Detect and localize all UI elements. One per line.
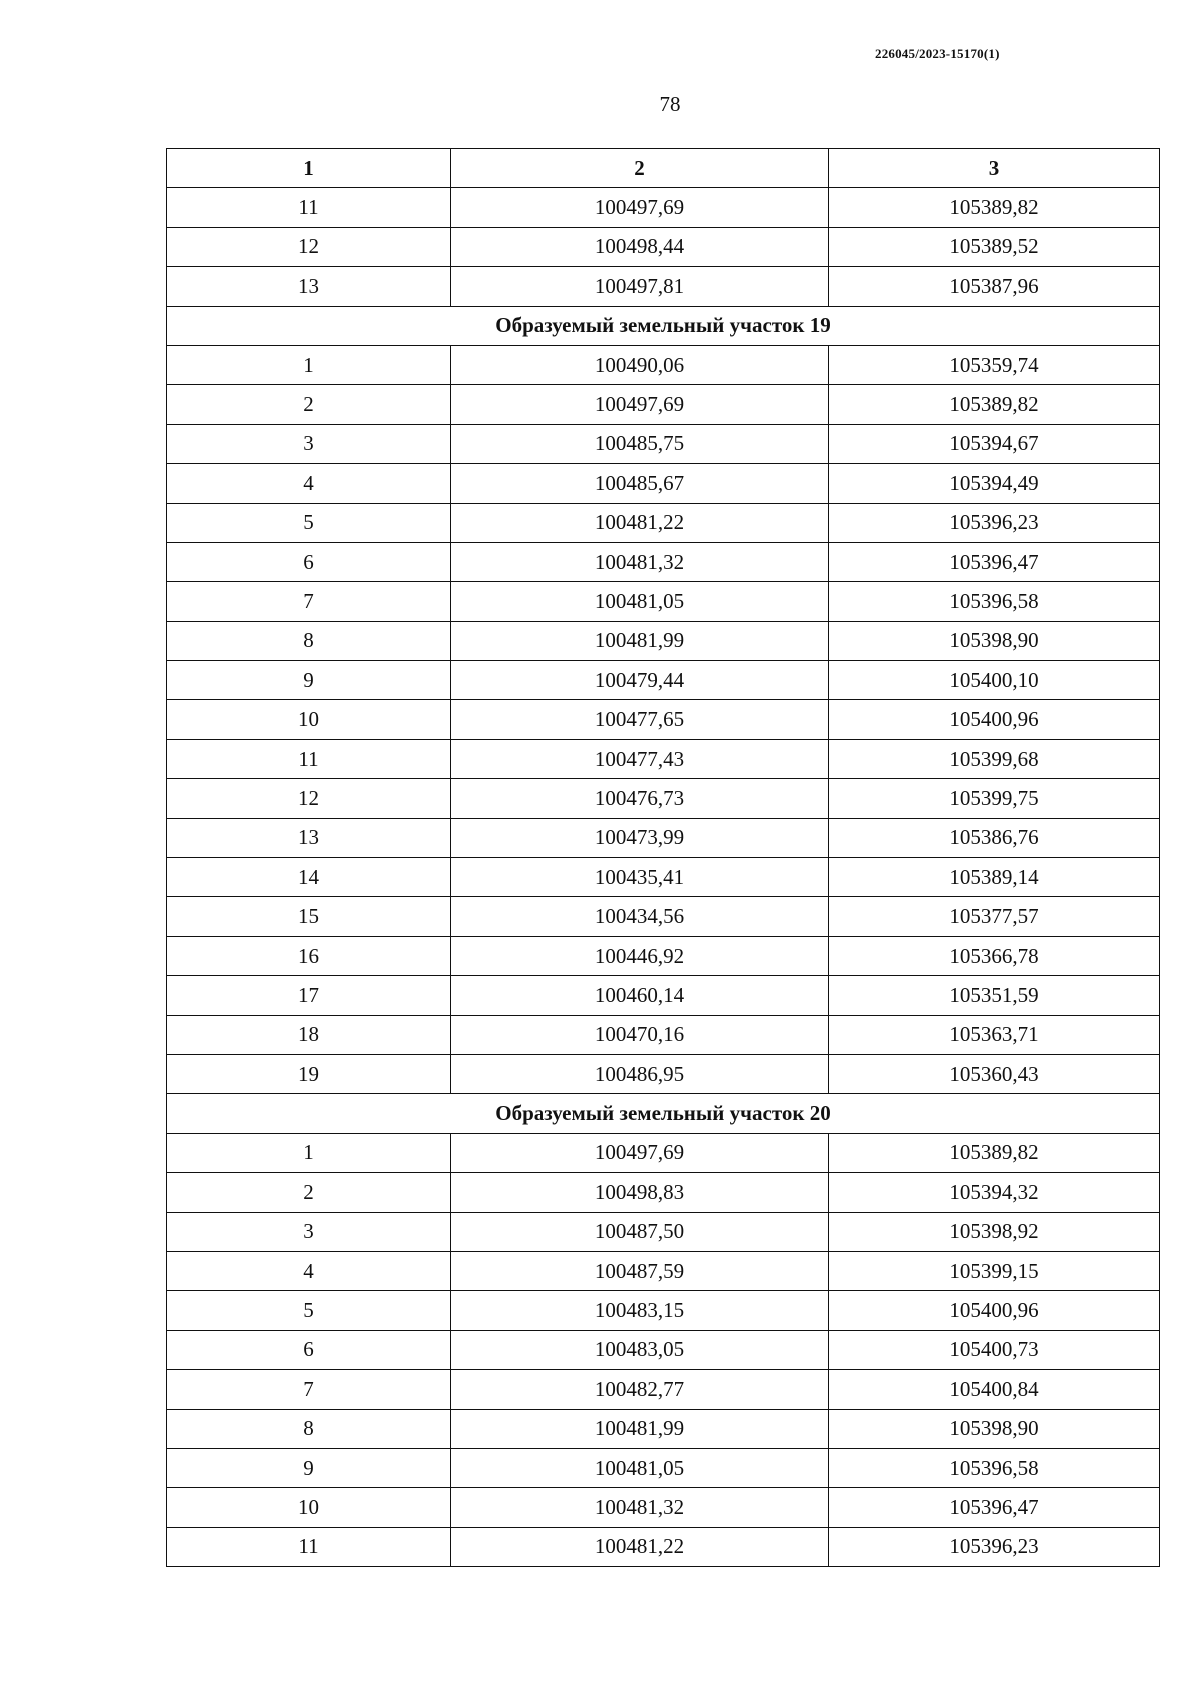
- table-row: [167, 188, 1160, 227]
- table-row: [167, 503, 1160, 542]
- table-row: [167, 1251, 1160, 1290]
- y-coordinate-cell: 105386,76: [829, 818, 1160, 857]
- point-number-cell: 15: [167, 897, 451, 936]
- x-coordinate-cell: 100487,50: [451, 1212, 829, 1251]
- y-coordinate-cell: 105399,75: [829, 779, 1160, 818]
- point-number-cell: 13: [167, 267, 451, 306]
- x-coordinate-cell: 100434,56: [451, 897, 829, 936]
- y-coordinate-cell: 105394,49: [829, 464, 1160, 503]
- point-number-cell: 7: [167, 582, 451, 621]
- table-body: [167, 188, 1160, 1567]
- table-row: [167, 267, 1160, 306]
- y-coordinate-cell: 105396,47: [829, 1488, 1160, 1527]
- point-number-cell: 1: [167, 345, 451, 384]
- x-coordinate-cell: 100487,59: [451, 1251, 829, 1290]
- x-coordinate-cell: 100481,32: [451, 1488, 829, 1527]
- point-number-cell: 1: [167, 1133, 451, 1172]
- y-coordinate-cell: 105396,47: [829, 542, 1160, 581]
- table-row: [167, 1488, 1160, 1527]
- table-row: [167, 661, 1160, 700]
- x-coordinate-cell: 100498,83: [451, 1173, 829, 1212]
- y-coordinate-cell: 105399,68: [829, 739, 1160, 778]
- point-number-cell: 8: [167, 621, 451, 660]
- x-coordinate-cell: 100477,65: [451, 700, 829, 739]
- x-coordinate-cell: 100470,16: [451, 1015, 829, 1054]
- y-coordinate-cell: 105363,71: [829, 1015, 1160, 1054]
- y-coordinate-cell: 105400,96: [829, 1291, 1160, 1330]
- x-coordinate-cell: 100435,41: [451, 858, 829, 897]
- x-coordinate-cell: 100481,99: [451, 1409, 829, 1448]
- point-number-cell: 4: [167, 1251, 451, 1290]
- point-number-cell: 4: [167, 464, 451, 503]
- table-row: [167, 818, 1160, 857]
- point-number-cell: 3: [167, 1212, 451, 1251]
- point-number-cell: 14: [167, 858, 451, 897]
- table-row: [167, 858, 1160, 897]
- x-coordinate-cell: 100497,69: [451, 385, 829, 424]
- table-row: [167, 897, 1160, 936]
- y-coordinate-cell: 105389,52: [829, 227, 1160, 266]
- point-number-cell: 6: [167, 542, 451, 581]
- table-row: [167, 464, 1160, 503]
- section-title: Образуемый земельный участок 20: [167, 1094, 1160, 1133]
- table-row: [167, 700, 1160, 739]
- table-row: [167, 936, 1160, 975]
- y-coordinate-cell: 105394,67: [829, 424, 1160, 463]
- point-number-cell: 19: [167, 1054, 451, 1093]
- table-row: [167, 739, 1160, 778]
- table-row: [167, 1173, 1160, 1212]
- x-coordinate-cell: 100477,43: [451, 739, 829, 778]
- column-header: 2: [451, 149, 829, 188]
- point-number-cell: 18: [167, 1015, 451, 1054]
- y-coordinate-cell: 105351,59: [829, 976, 1160, 1015]
- point-number-cell: 2: [167, 385, 451, 424]
- table-row: [167, 385, 1160, 424]
- x-coordinate-cell: 100481,32: [451, 542, 829, 581]
- x-coordinate-cell: 100485,67: [451, 464, 829, 503]
- table-row: [167, 1330, 1160, 1369]
- table-row: [167, 542, 1160, 581]
- point-number-cell: 10: [167, 700, 451, 739]
- table-row: [167, 582, 1160, 621]
- x-coordinate-cell: 100476,73: [451, 779, 829, 818]
- y-coordinate-cell: 105389,82: [829, 385, 1160, 424]
- section-title-row: [167, 1094, 1160, 1133]
- y-coordinate-cell: 105360,43: [829, 1054, 1160, 1093]
- x-coordinate-cell: 100483,05: [451, 1330, 829, 1369]
- table-row: [167, 1448, 1160, 1487]
- y-coordinate-cell: 105396,58: [829, 1448, 1160, 1487]
- point-number-cell: 9: [167, 1448, 451, 1487]
- coordinates-table: [166, 148, 1160, 1567]
- y-coordinate-cell: 105387,96: [829, 267, 1160, 306]
- point-number-cell: 2: [167, 1173, 451, 1212]
- table-row: [167, 1409, 1160, 1448]
- y-coordinate-cell: 105396,23: [829, 1527, 1160, 1566]
- x-coordinate-cell: 100483,15: [451, 1291, 829, 1330]
- x-coordinate-cell: 100497,81: [451, 267, 829, 306]
- table-row: [167, 1527, 1160, 1566]
- section-title: Образуемый земельный участок 19: [167, 306, 1160, 345]
- y-coordinate-cell: 105377,57: [829, 897, 1160, 936]
- x-coordinate-cell: 100498,44: [451, 227, 829, 266]
- table-row: [167, 1054, 1160, 1093]
- y-coordinate-cell: 105396,23: [829, 503, 1160, 542]
- point-number-cell: 13: [167, 818, 451, 857]
- x-coordinate-cell: 100482,77: [451, 1370, 829, 1409]
- x-coordinate-cell: 100481,22: [451, 1527, 829, 1566]
- point-number-cell: 12: [167, 779, 451, 818]
- y-coordinate-cell: 105396,58: [829, 582, 1160, 621]
- table-row: [167, 1015, 1160, 1054]
- point-number-cell: 9: [167, 661, 451, 700]
- x-coordinate-cell: 100481,22: [451, 503, 829, 542]
- table-row: [167, 1291, 1160, 1330]
- y-coordinate-cell: 105400,10: [829, 661, 1160, 700]
- page-number: 78: [659, 92, 681, 116]
- table-row: [167, 1212, 1160, 1251]
- point-number-cell: 5: [167, 503, 451, 542]
- point-number-cell: 17: [167, 976, 451, 1015]
- table-row: [167, 621, 1160, 660]
- point-number-cell: 3: [167, 424, 451, 463]
- y-coordinate-cell: 105399,15: [829, 1251, 1160, 1290]
- y-coordinate-cell: 105389,14: [829, 858, 1160, 897]
- x-coordinate-cell: 100481,99: [451, 621, 829, 660]
- point-number-cell: 5: [167, 1291, 451, 1330]
- table-row: [167, 1133, 1160, 1172]
- y-coordinate-cell: 105400,96: [829, 700, 1160, 739]
- point-number-cell: 6: [167, 1330, 451, 1369]
- table-row: [167, 779, 1160, 818]
- x-coordinate-cell: 100497,69: [451, 1133, 829, 1172]
- x-coordinate-cell: 100497,69: [451, 188, 829, 227]
- y-coordinate-cell: 105400,73: [829, 1330, 1160, 1369]
- y-coordinate-cell: 105400,84: [829, 1370, 1160, 1409]
- table-row: [167, 1370, 1160, 1409]
- column-header: 1: [167, 149, 451, 188]
- y-coordinate-cell: 105394,32: [829, 1173, 1160, 1212]
- y-coordinate-cell: 105359,74: [829, 345, 1160, 384]
- y-coordinate-cell: 105389,82: [829, 1133, 1160, 1172]
- y-coordinate-cell: 105398,90: [829, 621, 1160, 660]
- x-coordinate-cell: 100479,44: [451, 661, 829, 700]
- x-coordinate-cell: 100481,05: [451, 1448, 829, 1487]
- table-row: [167, 227, 1160, 266]
- x-coordinate-cell: 100490,06: [451, 345, 829, 384]
- point-number-cell: 10: [167, 1488, 451, 1527]
- x-coordinate-cell: 100460,14: [451, 976, 829, 1015]
- x-coordinate-cell: 100481,05: [451, 582, 829, 621]
- point-number-cell: 7: [167, 1370, 451, 1409]
- table-header-row: [167, 149, 1160, 188]
- section-title-row: [167, 306, 1160, 345]
- point-number-cell: 16: [167, 936, 451, 975]
- y-coordinate-cell: 105398,92: [829, 1212, 1160, 1251]
- table-row: [167, 424, 1160, 463]
- y-coordinate-cell: 105398,90: [829, 1409, 1160, 1448]
- table-row: [167, 345, 1160, 384]
- column-header: 3: [829, 149, 1160, 188]
- x-coordinate-cell: 100485,75: [451, 424, 829, 463]
- point-number-cell: 12: [167, 227, 451, 266]
- x-coordinate-cell: 100446,92: [451, 936, 829, 975]
- point-number-cell: 11: [167, 1527, 451, 1566]
- x-coordinate-cell: 100473,99: [451, 818, 829, 857]
- document-number: 226045/2023-15170(1): [875, 46, 1000, 61]
- x-coordinate-cell: 100486,95: [451, 1054, 829, 1093]
- point-number-cell: 11: [167, 188, 451, 227]
- table-row: [167, 976, 1160, 1015]
- y-coordinate-cell: 105389,82: [829, 188, 1160, 227]
- point-number-cell: 8: [167, 1409, 451, 1448]
- y-coordinate-cell: 105366,78: [829, 936, 1160, 975]
- point-number-cell: 11: [167, 739, 451, 778]
